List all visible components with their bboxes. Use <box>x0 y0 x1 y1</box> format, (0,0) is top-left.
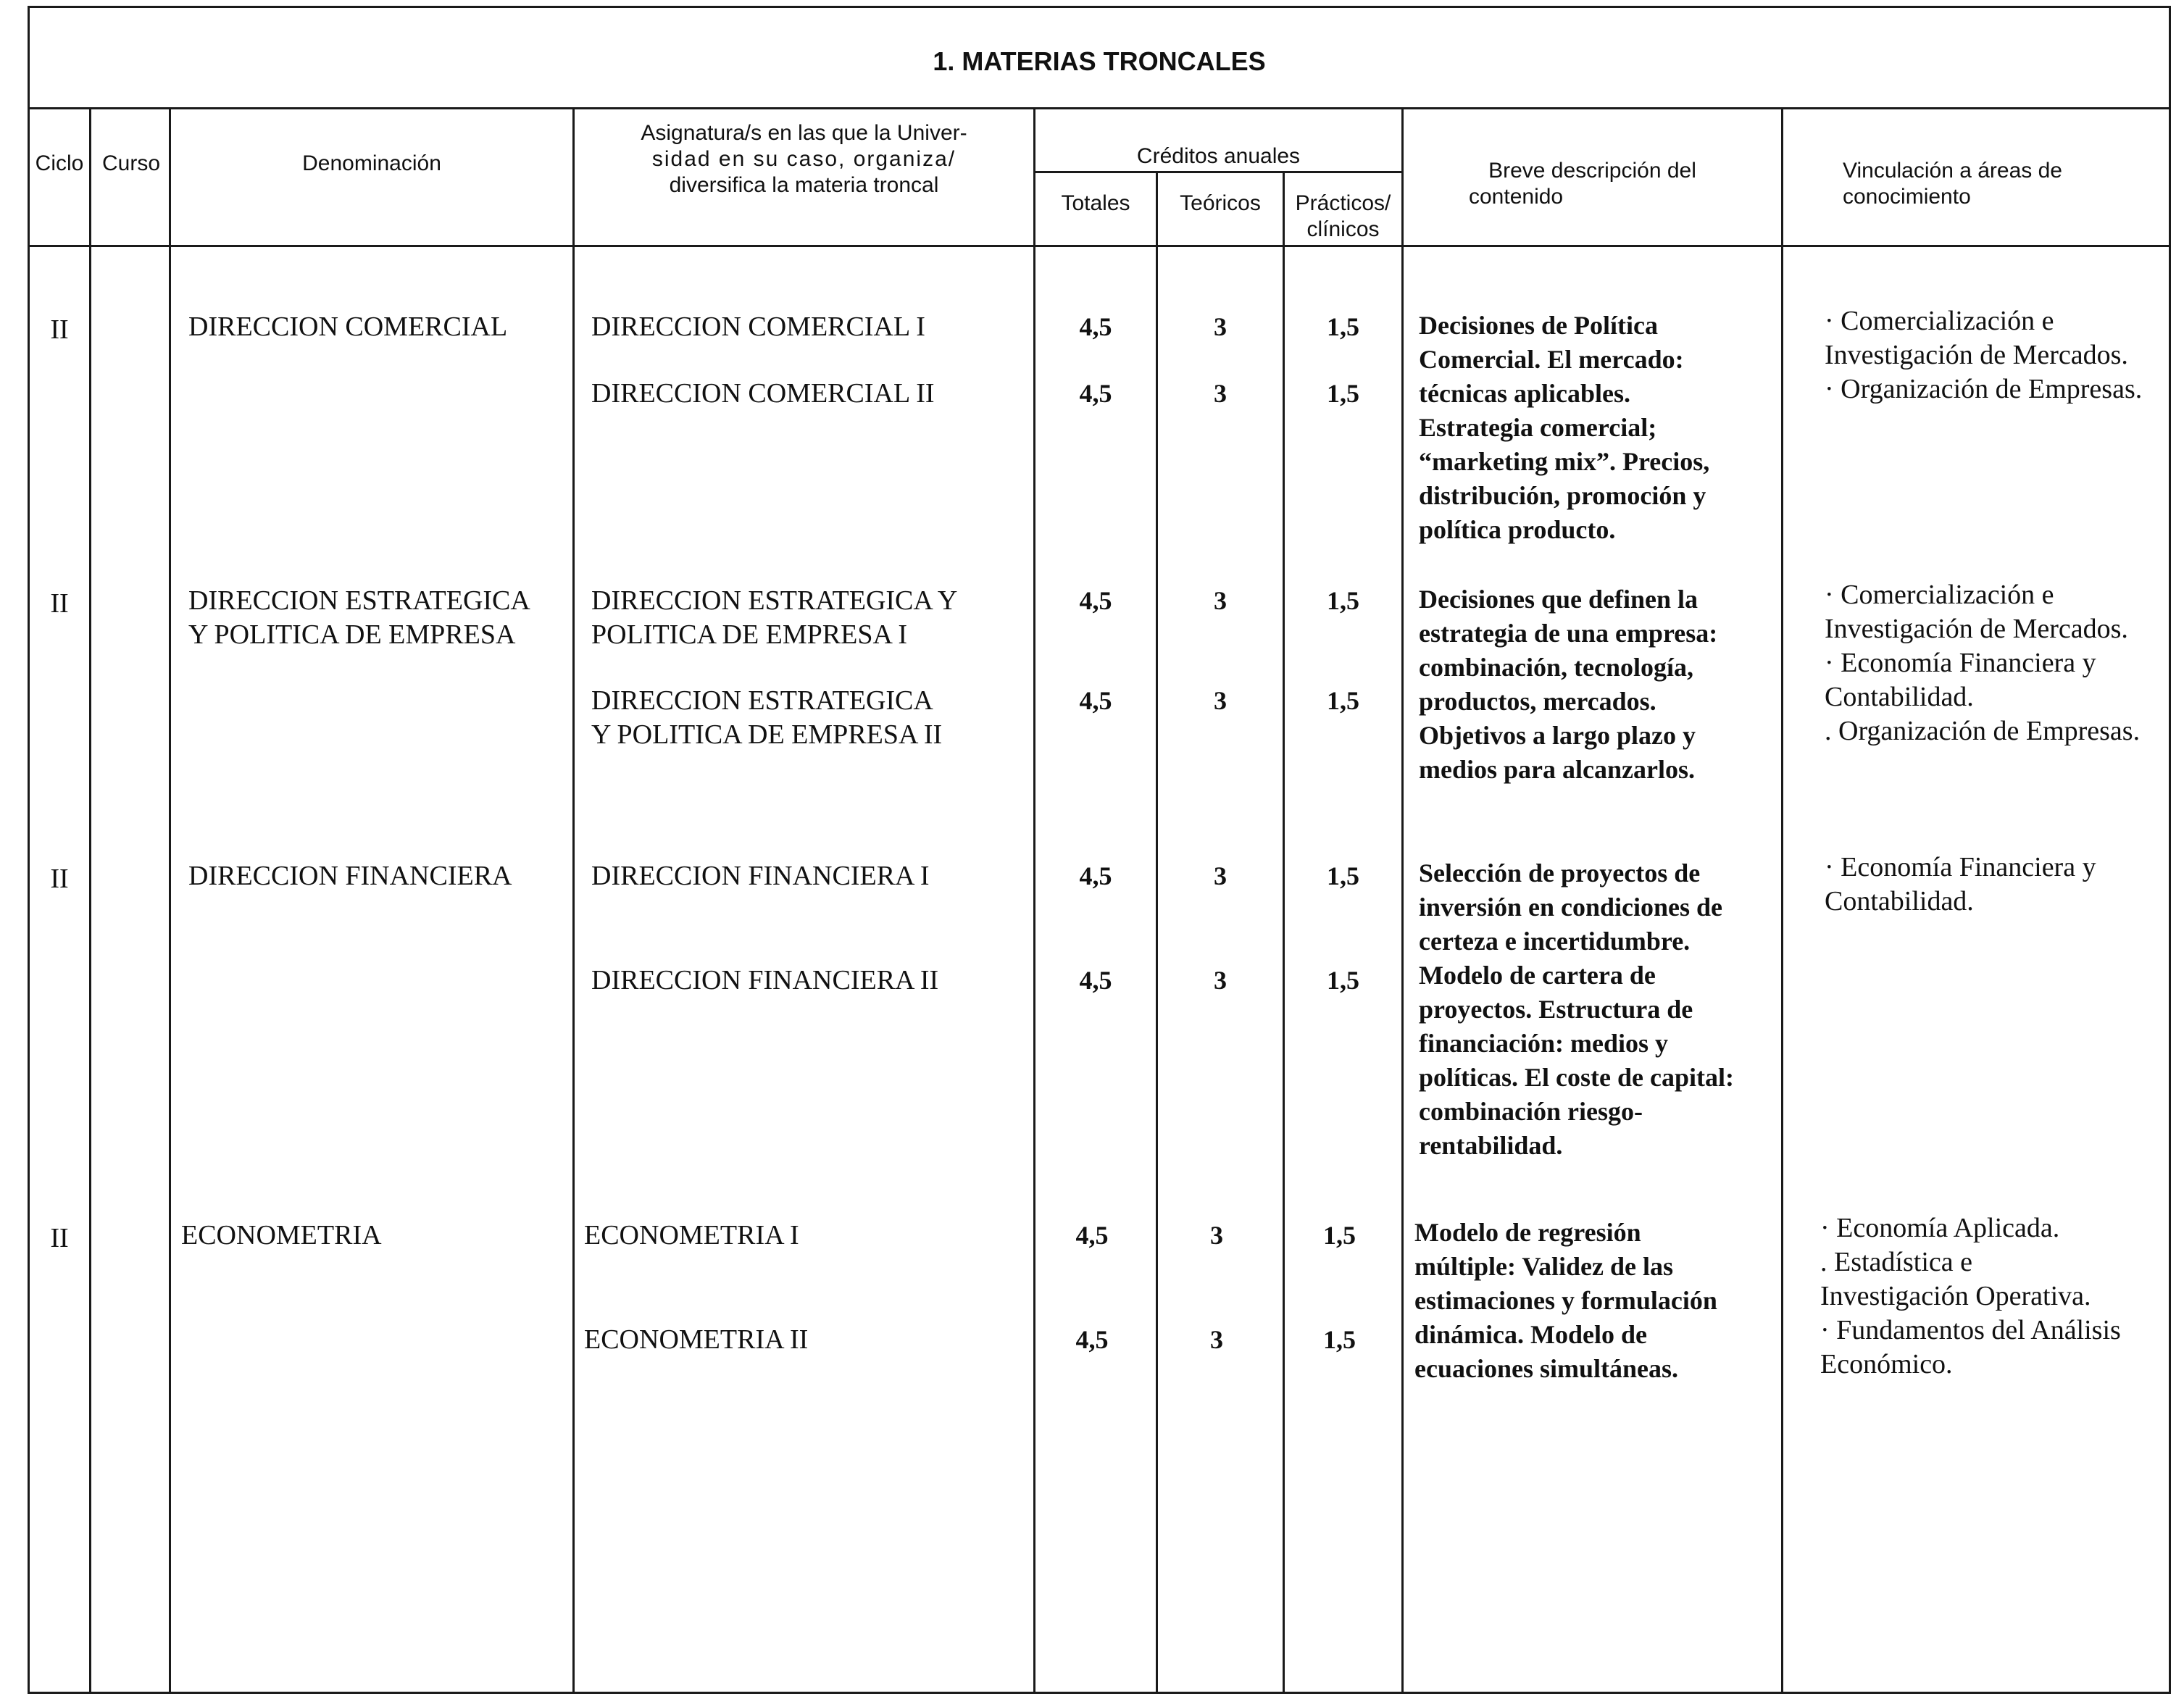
header-teoricos: Teóricos <box>1180 191 1261 215</box>
descripcion-line: Modelo de cartera de <box>1419 961 1656 990</box>
row-ciclo: II <box>50 1223 69 1253</box>
descripcion-line: Decisiones que definen la <box>1419 585 1699 614</box>
vinculacion-line: . Estadística e <box>1820 1247 1972 1277</box>
right-border <box>2169 6 2171 1694</box>
row-ciclo: II <box>50 314 69 345</box>
creditos-totales: 4,5 <box>1079 312 1112 341</box>
asignatura-name <box>584 1219 799 1253</box>
denominacion-line: DIRECCION ESTRATEGICA <box>188 585 530 616</box>
descripcion-line: inversión en condiciones de <box>1419 893 1723 922</box>
asignatura-line: ECONOMETRIA I <box>584 1220 799 1250</box>
header-descripcion <box>1404 158 1781 210</box>
descripcion-line: Selección de proyectos de <box>1419 859 1701 888</box>
descripcion-line: medios para alcanzarlos. <box>1419 755 1695 784</box>
creditos-totales: 4,5 <box>1075 1221 1109 1250</box>
header-vinculacion-line: conocimiento <box>1843 185 1971 209</box>
row-denominacion <box>188 584 530 652</box>
asignatura-name <box>584 1323 808 1357</box>
descripcion-line: distribución, promoción y <box>1419 481 1706 510</box>
descripcion-line: dinámica. Modelo de <box>1414 1320 1647 1349</box>
vinculacion-line: · Economía Financiera y <box>1825 648 2096 678</box>
creditos-totales: 4,5 <box>1079 586 1112 615</box>
asignatura-line: DIRECCION COMERCIAL I <box>591 312 925 342</box>
descripcion-line: estrategia de una empresa: <box>1419 619 1718 648</box>
descripcion-line: estimaciones y formulación <box>1414 1286 1717 1315</box>
descripcion-line: múltiple: Validez de las <box>1414 1252 1674 1281</box>
creditos-subheader-rule <box>1033 171 1401 173</box>
header-practicos <box>1285 191 1401 243</box>
header-vinculacion-line: Vinculación a áreas de <box>1843 159 2062 183</box>
creditos-teoricos: 3 <box>1214 586 1227 615</box>
denominacion-line: DIRECCION COMERCIAL <box>188 312 508 342</box>
descripcion-line: política producto. <box>1419 515 1616 544</box>
descripcion-line: Decisiones de Política <box>1419 311 1658 340</box>
header-asignatura-line: diversifica la materia troncal <box>669 173 939 197</box>
asignatura-name <box>591 310 925 344</box>
descripcion-line: políticas. El coste de capital: <box>1419 1063 1734 1092</box>
header-asignatura-line: sidad en su caso, organiza/ <box>651 147 956 171</box>
creditos-practicos: 1,5 <box>1327 379 1359 408</box>
asignatura-line: Y POLITICA DE EMPRESA II <box>591 719 943 750</box>
creditos-teoricos: 3 <box>1214 312 1227 341</box>
asignatura-name <box>591 859 930 893</box>
header-practicos-line: Prácticos/ <box>1295 191 1391 215</box>
descripcion-line: combinación, tecnología, <box>1419 653 1693 682</box>
descripcion-line: Modelo de regresión <box>1414 1218 1641 1247</box>
col-divider-denominacion <box>572 107 575 1694</box>
creditos-teoricos: 3 <box>1214 379 1227 408</box>
vinculacion-line: . Organización de Empresas. <box>1825 716 2141 746</box>
creditos-totales: 4,5 <box>1079 686 1112 715</box>
asignatura-name <box>591 584 957 652</box>
table-title: 1. MATERIAS TRONCALES <box>933 46 1266 76</box>
creditos-teoricos: 3 <box>1210 1325 1223 1354</box>
row-ciclo: II <box>50 588 69 619</box>
creditos-practicos: 1,5 <box>1327 861 1359 890</box>
header-asignatura <box>575 120 1033 199</box>
vinculacion-line: · Organización de Empresas. <box>1825 374 2143 404</box>
table-bottom-border <box>28 1692 2171 1694</box>
vinculacion-line: · Economía Financiera y <box>1825 852 2096 882</box>
creditos-practicos: 1,5 <box>1327 586 1359 615</box>
denominacion-line: ECONOMETRIA <box>181 1220 382 1250</box>
vinculacion-line: Contabilidad. <box>1825 886 1974 916</box>
header-curso: Curso <box>101 151 161 175</box>
asignatura-line: ECONOMETRIA II <box>584 1324 809 1355</box>
descripcion-line: Comercial. El mercado: <box>1419 345 1684 374</box>
creditos-teoricos: 3 <box>1214 861 1227 890</box>
col-divider-descripcion <box>1781 107 1783 1694</box>
descripcion-line: ecuaciones simultáneas. <box>1414 1354 1678 1383</box>
row-ciclo: II <box>50 864 69 894</box>
vinculacion-line: Investigación de Mercados. <box>1825 340 2128 370</box>
creditos-practicos: 1,5 <box>1323 1221 1356 1250</box>
row-denominacion <box>181 1219 382 1253</box>
asignatura-name <box>591 964 938 998</box>
asignatura-line: DIRECCION COMERCIAL II <box>591 378 935 409</box>
col-divider-practicos <box>1401 107 1404 1694</box>
asignatura-line: DIRECCION ESTRATEGICA <box>591 685 933 716</box>
header-ciclo: Ciclo <box>35 151 84 175</box>
vinculacion-line: · Comercialización e <box>1825 580 2054 610</box>
header-bottom-rule <box>28 245 2171 247</box>
descripcion-line: combinación riesgo- <box>1419 1097 1643 1126</box>
vinculacion-text <box>1820 1211 2121 1382</box>
row-denominacion <box>188 310 507 344</box>
denominacion-line: DIRECCION FINANCIERA <box>188 861 512 891</box>
title-bottom-rule <box>28 107 2171 109</box>
header-descripcion-line: contenido <box>1469 185 1564 209</box>
vinculacion-line: Investigación Operativa. <box>1820 1281 2091 1311</box>
vinculacion-line: · Economía Aplicada. <box>1820 1213 2060 1243</box>
descripcion-text <box>1419 582 1717 787</box>
descripcion-line: rentabilidad. <box>1419 1131 1563 1160</box>
descripcion-line: financiación: medios y <box>1419 1029 1669 1058</box>
descripcion-line: Objetivos a largo plazo y <box>1419 721 1696 750</box>
creditos-teoricos: 3 <box>1210 1221 1223 1250</box>
creditos-teoricos: 3 <box>1214 686 1227 715</box>
vinculacion-text <box>1825 578 2140 748</box>
creditos-teoricos: 3 <box>1214 966 1227 995</box>
header-descripcion-line: Breve descripción del <box>1488 159 1696 183</box>
descripcion-line: técnicas aplicables. <box>1419 379 1630 408</box>
header-vinculacion <box>1843 158 2169 210</box>
asignatura-line: DIRECCION FINANCIERA II <box>591 965 939 995</box>
header-denominacion: Denominación <box>302 151 441 175</box>
vinculacion-line: Contabilidad. <box>1825 682 1974 712</box>
descripcion-text <box>1419 856 1734 1163</box>
col-divider-curso <box>169 107 171 1694</box>
creditos-practicos: 1,5 <box>1323 1325 1356 1354</box>
descripcion-line: “marketing mix”. Precios, <box>1419 447 1710 476</box>
materias-troncales-table <box>28 6 2171 1694</box>
header-asignatura-line: Asignatura/s en las que la Univer- <box>641 121 967 145</box>
header-practicos-line: clínicos <box>1306 217 1380 241</box>
header-creditos-anuales: Créditos anuales <box>1136 144 1301 168</box>
vinculacion-line: · Fundamentos del Análisis <box>1820 1315 2121 1345</box>
table-top-border <box>28 6 2171 8</box>
vinculacion-text <box>1825 304 2142 406</box>
creditos-totales: 4,5 <box>1079 379 1112 408</box>
asignatura-name <box>591 377 935 411</box>
asignatura-line: DIRECCION ESTRATEGICA Y <box>591 585 958 616</box>
col-divider-asignatura <box>1033 107 1035 1694</box>
row-denominacion <box>188 859 512 893</box>
creditos-totales: 4,5 <box>1075 1325 1109 1354</box>
creditos-totales: 4,5 <box>1079 861 1112 890</box>
vinculacion-line: Económico. <box>1820 1349 1953 1379</box>
descripcion-line: proyectos. Estructura de <box>1419 995 1693 1024</box>
left-border <box>28 6 30 1694</box>
asignatura-line: POLITICA DE EMPRESA I <box>591 619 907 650</box>
descripcion-line: productos, mercados. <box>1419 687 1656 716</box>
vinculacion-line: Investigación de Mercados. <box>1825 614 2128 644</box>
asignatura-name <box>591 684 942 752</box>
header-totales: Totales <box>1061 191 1130 215</box>
vinculacion-line: · Comercialización e <box>1825 306 2054 336</box>
asignatura-line: DIRECCION FINANCIERA I <box>591 861 930 891</box>
descripcion-text <box>1414 1216 1717 1386</box>
creditos-practicos: 1,5 <box>1327 966 1359 995</box>
descripcion-line: certeza e incertidumbre. <box>1419 927 1691 956</box>
descripcion-text <box>1419 309 1709 547</box>
creditos-practicos: 1,5 <box>1327 686 1359 715</box>
creditos-totales: 4,5 <box>1079 966 1112 995</box>
creditos-practicos: 1,5 <box>1327 312 1359 341</box>
vinculacion-text <box>1825 851 2096 919</box>
descripcion-line: Estrategia comercial; <box>1419 413 1657 442</box>
denominacion-line: Y POLITICA DE EMPRESA <box>188 619 516 650</box>
